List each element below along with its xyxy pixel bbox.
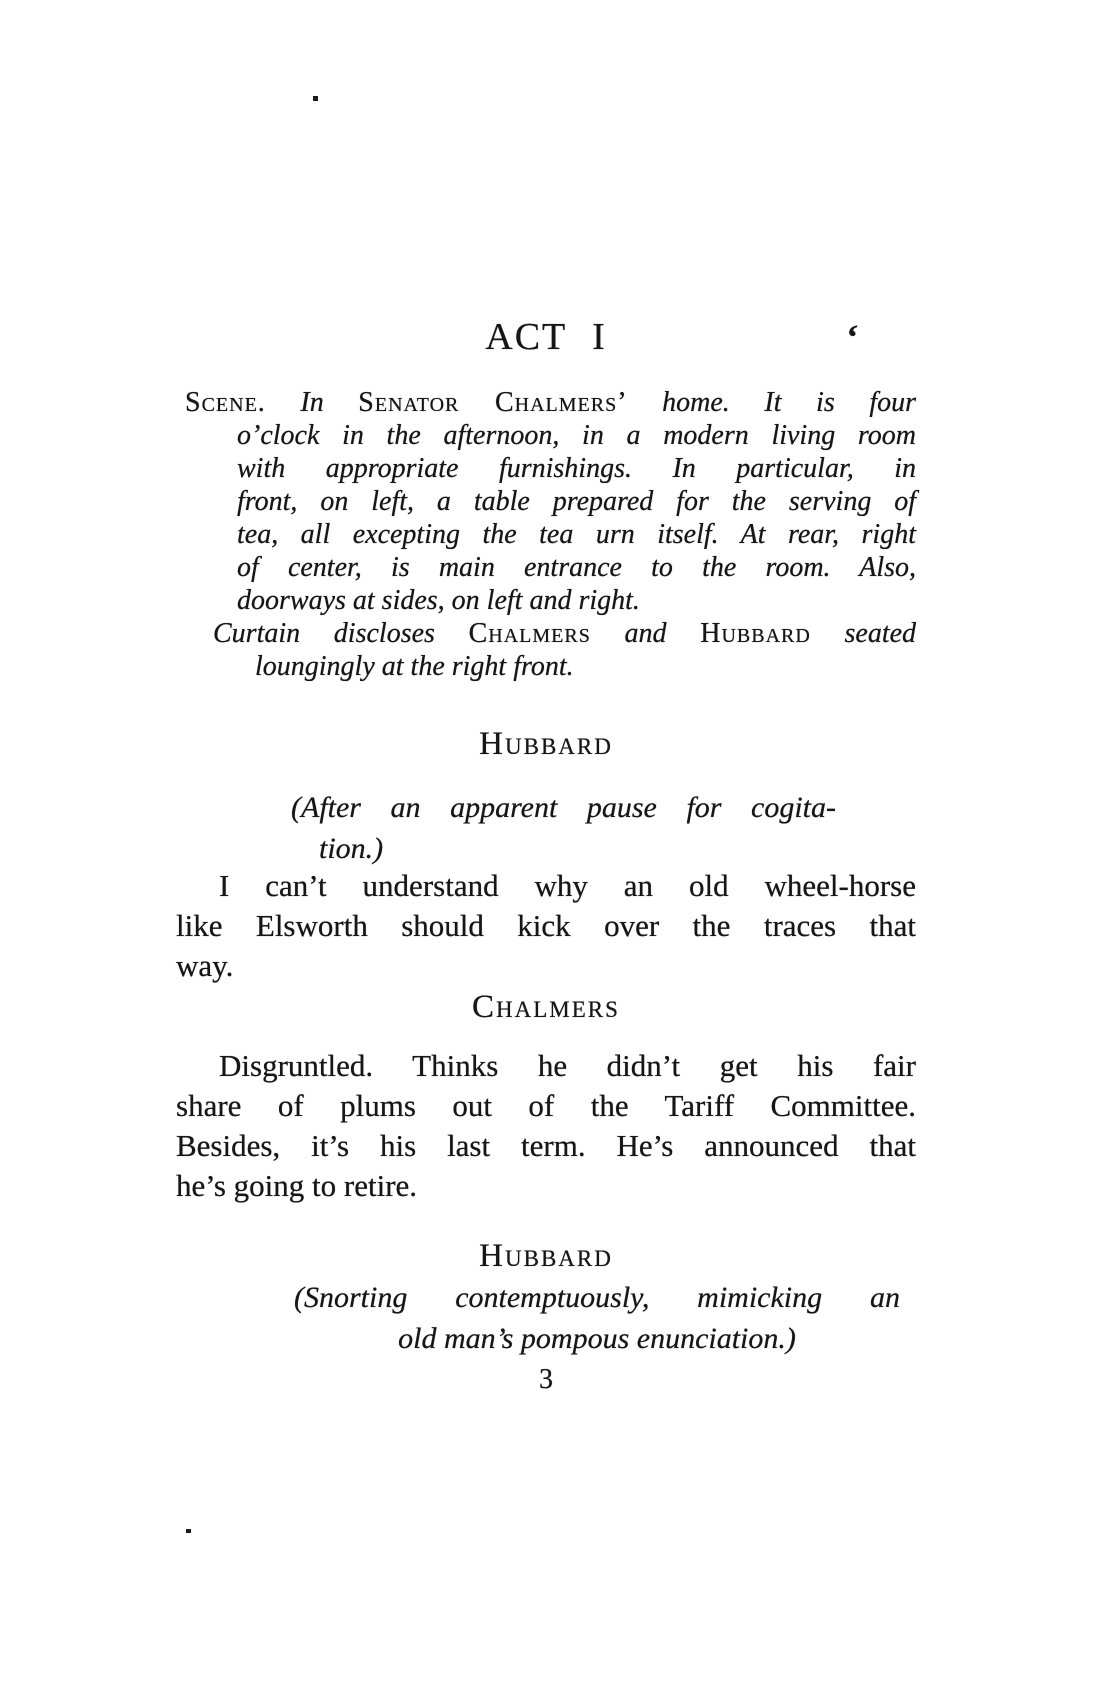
ink-dot-top (313, 96, 318, 101)
stage-direction (291, 787, 836, 869)
scene-line: front, on left, a table prepared for the serving of (237, 486, 916, 517)
speaker-heading-hubbard: Hubbard (479, 1238, 613, 1274)
page-number: 3 (539, 1364, 553, 1395)
scene-label: Scene. (185, 387, 266, 418)
stage-direction-line: old man’s pompous enunciation.) (398, 1322, 796, 1355)
dialogue-line: share of plums out of the Tariff Committee. (176, 1088, 916, 1123)
scene-direction (185, 386, 916, 683)
stage-direction-line: (After an apparent pause for cogita- (291, 791, 836, 824)
character-name-senator-chalmers: Senator Chalmers’ (358, 387, 628, 418)
speaker-heading-chalmers: Chalmers (472, 989, 620, 1025)
stray-apostrophe-mark: ‘ (843, 316, 861, 358)
character-name-hubbard: Hubbard (700, 618, 811, 649)
scene-line: doorways at sides, on left and right. (237, 585, 640, 616)
stage-direction-line: (Snorting contemptuously, mimicking an (294, 1281, 900, 1314)
dialogue-line: Besides, it’s his last term. He’s announced that (176, 1128, 916, 1163)
speaker-heading-hubbard: Hubbard (479, 726, 613, 762)
ink-dot-bottom (186, 1529, 191, 1533)
scene-text: In (265, 387, 359, 418)
stage-direction (294, 1277, 900, 1359)
scene-line: tea, all excepting the tea urn itself. At rear, right (237, 519, 916, 550)
scene-line: o’clock in the afternoon, in a modern living room (237, 420, 916, 451)
character-name-chalmers: Chalmers (468, 618, 591, 649)
dialogue-line: he’s going to retire. (176, 1168, 418, 1203)
dialogue-line: like Elsworth should kick over the traces that (176, 908, 916, 943)
curtain-line: loungingly at the right front. (255, 651, 574, 682)
dialogue-line: way. (176, 948, 234, 983)
scene-text: seated (810, 618, 917, 649)
dialogue-line: I can’t understand why an old wheel-horse (219, 868, 916, 903)
scene-line (185, 386, 916, 419)
scene-text: Curtain discloses (213, 618, 469, 649)
stage-direction-line: tion.) (319, 832, 384, 865)
scene-text: and (590, 618, 701, 649)
act-heading: ACT I (485, 316, 607, 358)
dialogue-line: Disgruntled. Thinks he didn’t get his fair (219, 1048, 916, 1083)
scene-line: with appropriate furnishings. In particular, in (237, 453, 916, 484)
dialogue-chalmers (176, 1046, 916, 1206)
dialogue-hubbard (176, 866, 916, 986)
scene-text: home. It is four (627, 387, 916, 418)
scene-line: of center, is main entrance to the room. Also, (237, 552, 916, 583)
curtain-line (185, 617, 916, 650)
